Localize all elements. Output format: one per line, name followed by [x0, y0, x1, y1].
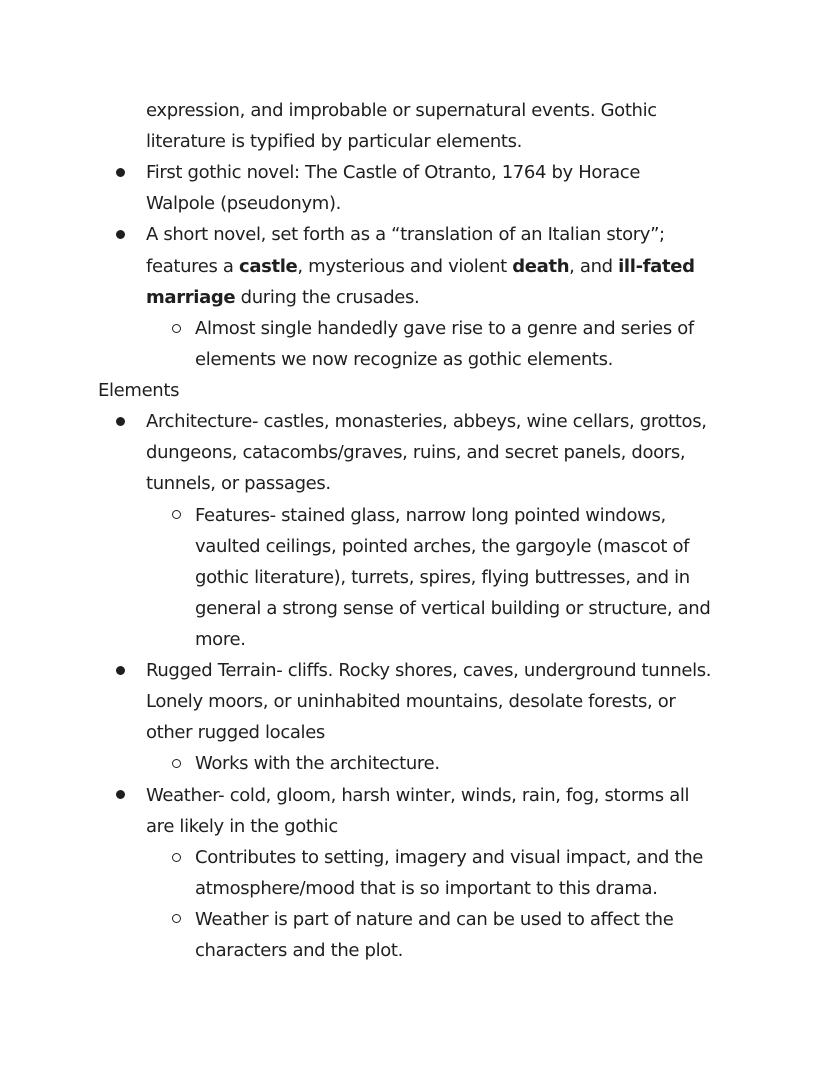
short-novel-line: A short novel, set forth as a “translation of an Italian story”; — [146, 224, 665, 245]
architecture-line: Architecture- castles, monasteries, abbeys, wine cellars, grottos, — [146, 411, 707, 432]
architecture-line: tunnels, or passages. — [146, 473, 331, 494]
bold-term: death — [512, 256, 570, 277]
short-novel-line — [146, 282, 419, 313]
first-novel-line: First gothic novel: The Castle of Otranto, 1764 by Horace — [146, 162, 641, 183]
bold-term: ill-fated — [618, 256, 695, 277]
intro-line: expression, and improbable or supernatural events. Gothic — [146, 100, 657, 121]
text-segment: , and — [569, 256, 619, 277]
sub-bullet-line: gothic literature), turrets, spires, flying buttresses, and in — [195, 567, 690, 588]
bullet-disc-icon — [116, 168, 125, 177]
first-novel-line: Walpole (pseudonym). — [146, 193, 341, 214]
sub-bullet-line: characters and the plot. — [195, 940, 403, 961]
sub-bullet-line: Contributes to setting, imagery and visual impact, and the — [195, 847, 703, 868]
sub-bullet-line: Weather is part of nature and can be used to affect the — [195, 909, 674, 930]
sub-bullet-line: general a strong sense of vertical building or structure, and — [195, 598, 711, 619]
intro-line: literature is typified by particular elements. — [146, 131, 523, 152]
bullet-circle-icon — [172, 324, 181, 333]
bullet-disc-icon — [116, 790, 125, 799]
bullet-circle-icon — [172, 759, 181, 768]
section-heading: Elements — [98, 380, 180, 401]
bullet-disc-icon — [116, 417, 125, 426]
weather-line: are likely in the gothic — [146, 816, 338, 837]
sub-bullet-line: more. — [195, 629, 246, 650]
text-segment: features a — [146, 256, 239, 277]
bullet-circle-icon — [172, 510, 181, 519]
terrain-line: other rugged locales — [146, 722, 325, 743]
bullet-circle-icon — [172, 914, 181, 923]
sub-bullet-line: vaulted ceilings, pointed arches, the gargoyle (mascot of — [195, 536, 690, 557]
short-novel-line — [146, 251, 695, 282]
bold-term: castle — [239, 256, 298, 277]
sub-bullet-line: Works with the architecture. — [195, 753, 440, 774]
sub-bullet-line: atmosphere/mood that is so important to this drama. — [195, 878, 658, 899]
text-segment: , mysterious and violent — [297, 256, 513, 277]
bullet-circle-icon — [172, 853, 181, 862]
bullet-disc-icon — [116, 230, 125, 239]
weather-line: Weather- cold, gloom, harsh winter, winds, rain, fog, storms all — [146, 785, 690, 806]
bold-term: marriage — [146, 287, 236, 308]
sub-bullet-line: elements we now recognize as gothic elements. — [195, 349, 613, 370]
bullet-disc-icon — [116, 666, 125, 675]
text-segment: during the crusades. — [235, 287, 420, 308]
architecture-line: dungeons, catacombs/graves, ruins, and secret panels, doors, — [146, 442, 686, 463]
sub-bullet-line: Features- stained glass, narrow long pointed windows, — [195, 505, 666, 526]
terrain-line: Rugged Terrain- cliffs. Rocky shores, caves, underground tunnels. — [146, 660, 712, 681]
terrain-line: Lonely moors, or uninhabited mountains, desolate forests, or — [146, 691, 676, 712]
sub-bullet-line: Almost single handedly gave rise to a genre and series of — [195, 318, 694, 339]
